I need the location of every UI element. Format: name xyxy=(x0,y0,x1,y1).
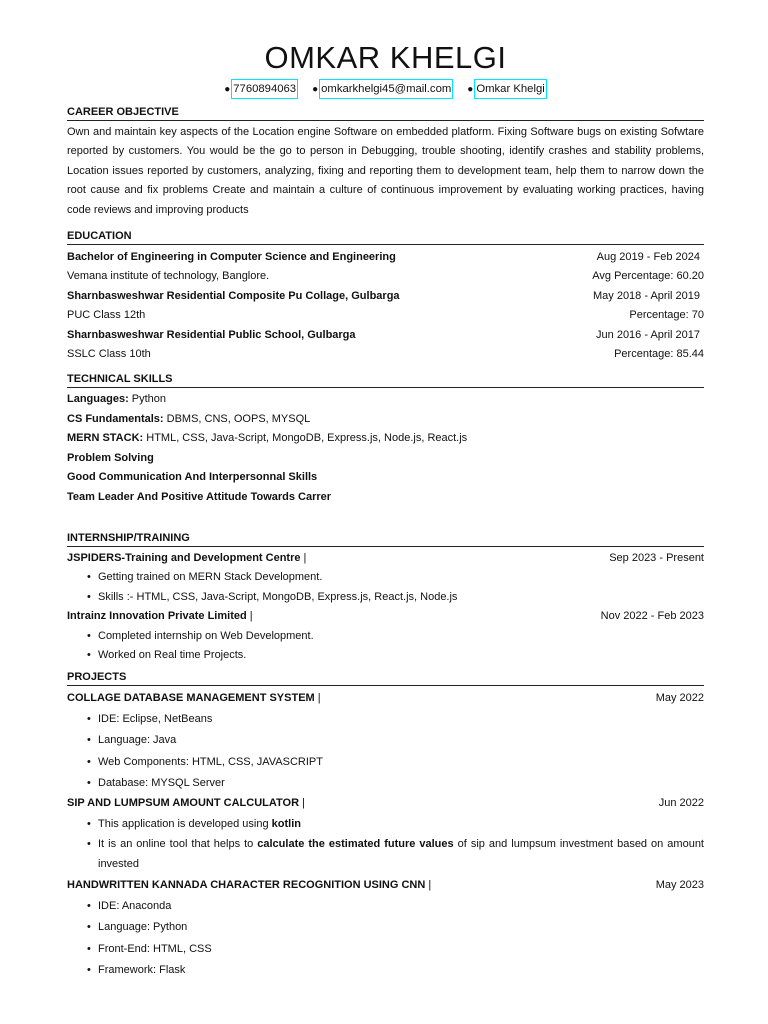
separator: | xyxy=(299,797,305,810)
bullet-text: of sip and lumpsum investment based on amount invested xyxy=(98,838,704,870)
org-name: Intrainz Innovation Private Limited xyxy=(67,610,247,623)
skill-communication xyxy=(67,468,704,487)
section-title-education: EDUCATION xyxy=(67,229,704,245)
internship-bullets xyxy=(67,568,704,607)
degree-name: Sharnbasweshwar Residential Public School, Gulbarga xyxy=(67,328,356,341)
contact-bar xyxy=(67,78,704,100)
degree-dates: Aug 2019 - Feb 2024 xyxy=(596,251,700,264)
education-section xyxy=(67,229,704,364)
skill-label: Good Communication And Interpersonnal Skills xyxy=(67,471,318,484)
list-item: • Front-End: HTML, CSS xyxy=(67,939,704,960)
career-section xyxy=(67,105,704,220)
skill-leader xyxy=(67,488,704,507)
list-item: • IDE: Eclipse, NetBeans xyxy=(67,709,704,730)
section-title-skills: TECHNICAL SKILLS xyxy=(67,372,704,388)
skill-languages xyxy=(67,390,704,409)
internship-org xyxy=(67,607,253,626)
skill-mern xyxy=(67,429,704,448)
list-item: • Framework: Flask xyxy=(67,960,704,981)
separator: | xyxy=(246,610,253,623)
education-row xyxy=(67,267,704,286)
bullet-icon: ● xyxy=(312,83,319,95)
education-row xyxy=(67,326,704,345)
bullet-bold: kotlin xyxy=(271,817,302,830)
skill-label: Team Leader And Positive Attitude Towards Carrer xyxy=(67,490,332,503)
candidate-name: OMKAR KHELGI xyxy=(264,40,507,75)
project-bullets xyxy=(67,814,704,875)
degree-dates: May 2018 - April 2019 xyxy=(592,289,700,302)
contact-phone xyxy=(224,79,298,99)
skill-value: DBMS, CNS, OOPS, MYSQL xyxy=(163,412,311,425)
education-row xyxy=(67,306,704,325)
list-item: • Database: MYSQL Server xyxy=(67,773,704,794)
project-name: SIP AND LUMPSUM AMOUNT CALCULATOR xyxy=(67,797,300,810)
contact-profile xyxy=(467,79,546,99)
section-title-internship: INTERNSHIP/TRAINING xyxy=(67,531,704,547)
project-name: HANDWRITTEN KANNADA CHARACTER RECOGNITION USING CNN xyxy=(67,879,426,892)
org-name: JSPIDERS-Training and Development Centre xyxy=(67,551,301,564)
profile-link[interactable]: Omkar Khelgi xyxy=(474,79,546,99)
skill-label: Problem Solving xyxy=(67,451,154,464)
list-item xyxy=(67,835,704,874)
project-title xyxy=(67,794,305,813)
list-item: • Language: Python xyxy=(67,917,704,938)
skills-section xyxy=(67,372,704,506)
skill-label: Languages: xyxy=(67,393,129,406)
project-bullets xyxy=(67,709,704,795)
list-item: • Getting trained on MERN Stack Development. xyxy=(67,568,704,587)
degree-name: Sharnbasweshwar Residential Composite Pu Collage, Gulbarga xyxy=(67,289,400,302)
internship-dates: Sep 2023 - Present xyxy=(609,551,704,564)
school-name: PUC Class 12th xyxy=(67,309,146,322)
separator: | xyxy=(314,692,321,705)
degree-name: Bachelor of Engineering in Computer Science and Engineering xyxy=(67,251,396,264)
education-row xyxy=(67,248,704,267)
skill-label: CS Fundamentals: xyxy=(67,412,164,425)
project-date: Jun 2022 xyxy=(658,797,704,810)
list-item: • Completed internship on Web Development. xyxy=(67,627,704,646)
list-item: • Language: Java xyxy=(67,730,704,751)
separator: | xyxy=(300,551,307,564)
projects-section xyxy=(67,670,704,981)
project-bullets xyxy=(67,896,704,982)
internship-row xyxy=(67,549,704,568)
education-row xyxy=(67,287,704,306)
bullet-text: It is an online tool that helps to xyxy=(98,838,258,851)
project-date: May 2023 xyxy=(655,879,704,892)
project-row xyxy=(67,794,704,813)
internship-dates: Nov 2022 - Feb 2023 xyxy=(600,610,704,623)
email-link[interactable]: omkarkhelgi45@mail.com xyxy=(319,79,453,99)
bullet-bold: calculate the estimated future values xyxy=(257,838,454,851)
project-row xyxy=(67,876,704,895)
list-item: • Skills :- HTML, CSS, Java-Script, MongoDB, Express.js, React.js, Node.js xyxy=(67,588,704,607)
internship-section xyxy=(67,531,704,665)
skill-label: MERN STACK: xyxy=(67,432,144,445)
skill-cs xyxy=(67,410,704,429)
education-row xyxy=(67,345,704,364)
list-item xyxy=(67,814,704,835)
score: Percentage: 85.44 xyxy=(614,348,704,361)
contact-email xyxy=(312,79,453,99)
school-name: SSLC Class 10th xyxy=(67,348,151,361)
list-item: • Web Components: HTML, CSS, JAVASCRIPT xyxy=(67,752,704,773)
internship-bullets xyxy=(67,627,704,666)
degree-dates: Jun 2016 - April 2017 xyxy=(596,328,700,341)
bullet-text: This application is developed using xyxy=(98,817,272,830)
list-item: • Worked on Real time Projects. xyxy=(67,646,704,665)
school-name: Vemana institute of technology, Banglore. xyxy=(67,270,270,283)
bullet-icon: ● xyxy=(224,83,231,95)
bullet-icon: ● xyxy=(467,83,474,95)
section-title-projects: PROJECTS xyxy=(67,670,704,686)
phone-link[interactable]: 7760894063 xyxy=(231,79,298,99)
section-title-career: CAREER OBJECTIVE xyxy=(67,105,704,121)
project-title xyxy=(67,876,431,895)
internship-org xyxy=(67,549,306,568)
score: Avg Percentage: 60.20 xyxy=(592,270,704,283)
project-name: COLLAGE DATABASE MANAGEMENT SYSTEM xyxy=(67,692,315,705)
score: Percentage: 70 xyxy=(629,309,704,322)
career-text: Own and maintain key aspects of the Location engine Software on embedded platform. Fixing Software bugs on existing Sofwtare reported by customers. You would be the go to person in Debugging, trouble shooting, identify crashes and stability problems, Location issues reported by customers, analyzing, fixing and reporting them to development team, help them to narrow down the root cause and fix problems Create and maintain a culture of continuous improvement by evaluating working practices, having code reviews and improving products xyxy=(67,126,704,216)
separator: | xyxy=(425,879,432,892)
skill-value: HTML, CSS, Java-Script, MongoDB, Express.js, Node.js, React.js xyxy=(143,432,468,445)
project-row xyxy=(67,689,704,708)
project-date: May 2022 xyxy=(655,692,704,705)
project-title xyxy=(67,689,321,708)
skill-value: Python xyxy=(128,393,167,406)
list-item: • IDE: Anaconda xyxy=(67,896,704,917)
internship-row xyxy=(67,607,704,626)
skill-problem xyxy=(67,449,704,468)
